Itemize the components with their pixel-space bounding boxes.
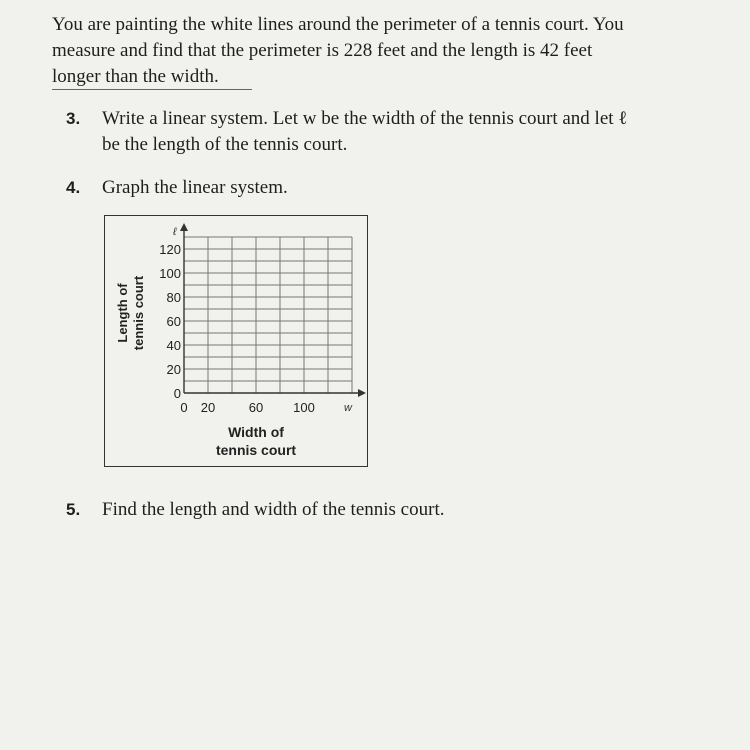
question-3-line-1: Write a linear system. Let w be the width of the tennis court and let ℓ — [102, 108, 628, 129]
y-axis-label-line-1: Length of — [115, 283, 130, 343]
y-axis-label-line-2: tennis court — [131, 275, 146, 351]
intro-divider — [52, 89, 252, 90]
x-axis-letter: w — [344, 402, 352, 414]
question-3-number: 3. — [66, 109, 81, 128]
question-4-number: 4. — [66, 178, 81, 197]
y-tick-label: 20 — [166, 362, 181, 377]
question-5-number: 5. — [66, 500, 81, 519]
x-axis-label-line-2: tennis court — [215, 442, 297, 458]
x-axis-arrow-icon — [358, 389, 366, 397]
y-tick-label: 60 — [166, 314, 181, 329]
question-4 — [66, 175, 706, 201]
intro-line-3: longer than the width. — [52, 66, 219, 87]
x-tick-label: 0 — [180, 400, 188, 415]
graph[interactable] — [105, 216, 366, 465]
graph-frame — [104, 215, 368, 467]
y-tick-label: 40 — [166, 338, 181, 353]
y-tick-label: 80 — [166, 290, 181, 305]
x-tick-label: 100 — [293, 400, 315, 415]
intro-line-1: You are painting the white lines around the perimeter of a tennis court. You — [52, 14, 624, 35]
question-5-line-1: Find the length and width of the tennis court. — [102, 499, 445, 520]
y-tick-label: 120 — [159, 242, 181, 257]
problem-intro — [52, 12, 712, 90]
question-5 — [66, 497, 706, 523]
y-axis-arrow-icon — [180, 223, 188, 231]
x-tick-label: 20 — [200, 400, 216, 415]
question-3 — [66, 106, 706, 158]
x-axis-label-line-1: Width of — [228, 424, 284, 440]
y-tick-label: 0 — [173, 386, 181, 401]
question-4-line-1: Graph the linear system. — [102, 177, 288, 198]
y-tick-label: 100 — [159, 266, 181, 281]
x-tick-label: 60 — [248, 400, 264, 415]
question-3-line-2: be the length of the tennis court. — [102, 134, 348, 155]
y-axis-letter: ℓ — [173, 226, 177, 238]
intro-line-2: measure and find that the perimeter is 228 feet and the length is 42 feet — [52, 40, 593, 61]
